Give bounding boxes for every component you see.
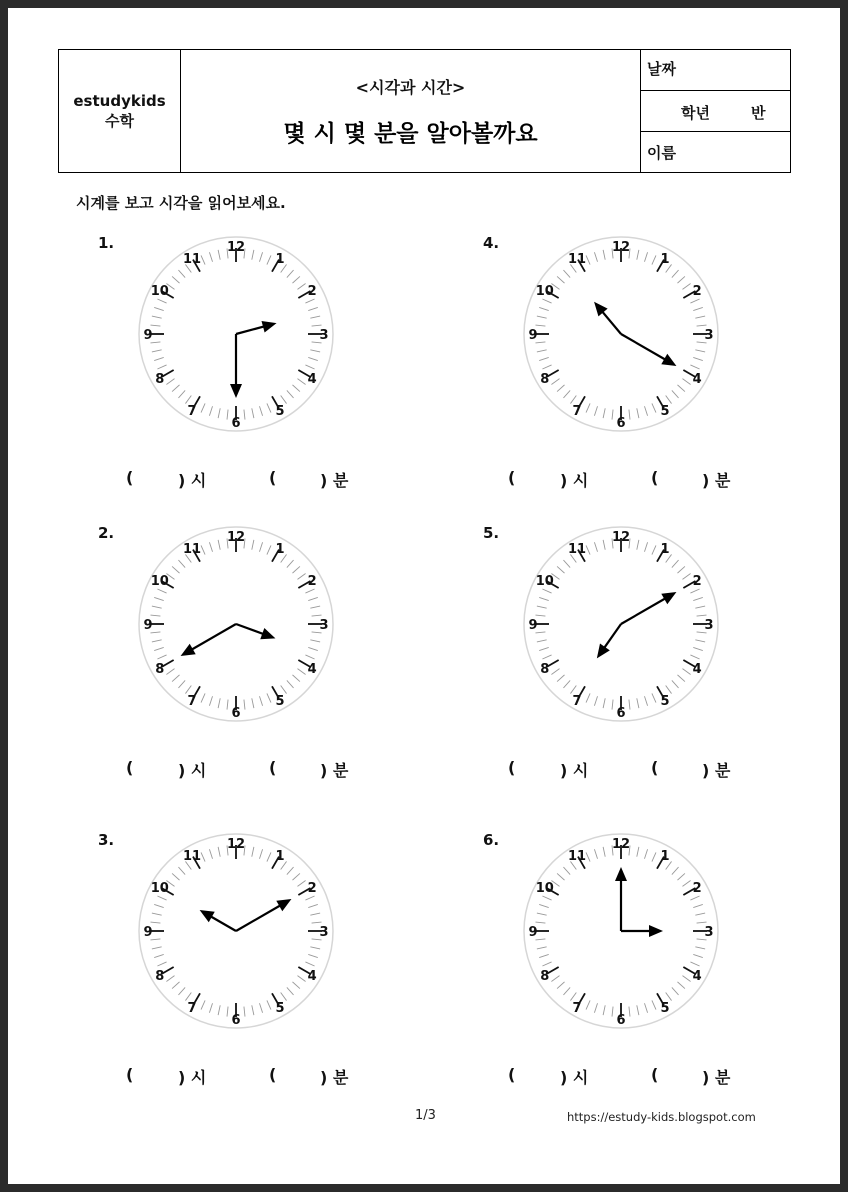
clock-number: 4 xyxy=(692,969,702,984)
analog-clock xyxy=(136,831,336,1035)
footer-url: https://estudy-kids.blogspot.com xyxy=(567,1110,756,1124)
hour-answer-label: ) 시 xyxy=(560,761,589,780)
clock-number: 7 xyxy=(187,694,197,710)
clock-number: 6 xyxy=(616,706,626,721)
clock-number: 3 xyxy=(704,328,714,343)
date-label: 날짜 xyxy=(647,60,676,78)
grade-label: 학년 xyxy=(681,104,710,122)
clock-number: 3 xyxy=(319,328,329,343)
clock-number: 6 xyxy=(231,416,241,431)
problem-number: 6. xyxy=(483,831,500,849)
clock-number: 8 xyxy=(540,662,550,677)
clock-number: 5 xyxy=(660,404,670,420)
clock-number: 10 xyxy=(150,284,169,299)
clock-number: 10 xyxy=(150,881,169,896)
clock-number: 5 xyxy=(275,404,285,420)
clock-number: 11 xyxy=(182,848,202,864)
clock-number: 9 xyxy=(143,925,153,940)
date-field xyxy=(641,50,790,91)
analog-clock xyxy=(136,234,336,438)
problem-number: 3. xyxy=(98,831,115,849)
minute-answer-label: ) 분 xyxy=(320,471,349,490)
clock-number: 10 xyxy=(535,284,554,299)
clock-number: 3 xyxy=(319,925,329,940)
hour-open-paren: ( xyxy=(126,1065,134,1084)
hour-open-paren: ( xyxy=(508,468,516,487)
name-label: 이름 xyxy=(647,144,676,162)
hour-open-paren: ( xyxy=(508,1065,516,1084)
clock-number: 3 xyxy=(319,618,329,633)
clock-number: 2 xyxy=(692,881,702,896)
clock-number: 1 xyxy=(660,251,670,267)
minute-answer-label: ) 분 xyxy=(320,1068,349,1087)
clock-number: 12 xyxy=(226,530,246,545)
minute-open-paren: ( xyxy=(651,758,659,777)
analog-clock xyxy=(136,524,336,728)
minute-open-paren: ( xyxy=(651,1065,659,1084)
grade-class-field xyxy=(641,91,790,132)
worksheet-header xyxy=(58,49,791,173)
clock-number: 3 xyxy=(704,618,714,633)
clock-number: 10 xyxy=(150,574,169,589)
minute-answer-label: ) 분 xyxy=(702,471,731,490)
problem-number: 2. xyxy=(98,524,115,542)
minute-open-paren: ( xyxy=(269,758,277,777)
clock-number: 4 xyxy=(692,372,702,387)
clock-number: 6 xyxy=(231,706,241,721)
class-label: 반 xyxy=(751,104,766,122)
clock-number: 7 xyxy=(572,1001,582,1017)
minute-answer-label: ) 분 xyxy=(702,761,731,780)
clock-number: 7 xyxy=(187,1001,197,1017)
clock-number: 4 xyxy=(692,662,702,677)
clock-number: 5 xyxy=(660,1001,670,1017)
clock-number: 12 xyxy=(226,837,246,852)
minute-open-paren: ( xyxy=(269,468,277,487)
clock-number: 7 xyxy=(572,404,582,420)
clock-number: 2 xyxy=(307,574,317,589)
minute-answer-label: ) 분 xyxy=(702,1068,731,1087)
hour-answer-label: ) 시 xyxy=(178,471,207,490)
clock-number: 12 xyxy=(226,240,246,255)
clock-number: 11 xyxy=(567,251,587,267)
problem-number: 1. xyxy=(98,234,115,252)
clock-number: 8 xyxy=(540,372,550,387)
analog-clock xyxy=(521,524,721,728)
clock-number: 11 xyxy=(567,541,587,557)
clock-number: 1 xyxy=(660,541,670,557)
worksheet-title: 몇 시 몇 분을 알아볼까요 xyxy=(283,121,538,147)
clock-number: 7 xyxy=(187,404,197,420)
clock-number: 4 xyxy=(307,372,317,387)
minute-open-paren: ( xyxy=(269,1065,277,1084)
clock-number: 2 xyxy=(692,284,702,299)
minute-open-paren: ( xyxy=(651,468,659,487)
problem-number: 4. xyxy=(483,234,500,252)
clock-number: 9 xyxy=(528,618,538,633)
problem-number: 5. xyxy=(483,524,500,542)
hour-open-paren: ( xyxy=(508,758,516,777)
clock-number: 5 xyxy=(660,694,670,710)
clock-number: 5 xyxy=(275,694,285,710)
clock-number: 9 xyxy=(143,328,153,343)
clock-number: 4 xyxy=(307,969,317,984)
brand-subject: 수학 xyxy=(105,112,134,130)
hour-open-paren: ( xyxy=(126,758,134,777)
hour-answer-label: ) 시 xyxy=(560,471,589,490)
page-number: 1/3 xyxy=(415,1108,436,1123)
clock-number: 11 xyxy=(182,251,202,267)
hour-open-paren: ( xyxy=(126,468,134,487)
hour-answer-label: ) 시 xyxy=(178,761,207,780)
analog-clock xyxy=(521,831,721,1035)
minute-answer-label: ) 분 xyxy=(320,761,349,780)
clock-number: 2 xyxy=(307,284,317,299)
clock-number: 6 xyxy=(616,1013,626,1028)
clock-number: 2 xyxy=(692,574,702,589)
clock-number: 1 xyxy=(275,251,285,267)
clock-number: 1 xyxy=(660,848,670,864)
clock-number: 9 xyxy=(528,328,538,343)
clock-number: 8 xyxy=(155,662,165,677)
clock-number: 1 xyxy=(275,848,285,864)
clock-number: 12 xyxy=(611,530,631,545)
clock-number: 8 xyxy=(155,969,165,984)
clock-number: 11 xyxy=(567,848,587,864)
clock-number: 5 xyxy=(275,1001,285,1017)
hour-answer-label: ) 시 xyxy=(178,1068,207,1087)
clock-number: 6 xyxy=(231,1013,241,1028)
worksheet-subtitle: <시각과 시간> xyxy=(355,78,466,97)
clock-number: 12 xyxy=(611,837,631,852)
brand-name: estudykids xyxy=(73,92,166,110)
clock-number: 10 xyxy=(535,881,554,896)
info-cell xyxy=(641,50,790,172)
clock-number: 1 xyxy=(275,541,285,557)
clock-number: 8 xyxy=(540,969,550,984)
clock-number: 4 xyxy=(307,662,317,677)
name-field xyxy=(641,132,790,172)
clock-number: 8 xyxy=(155,372,165,387)
clock-number: 9 xyxy=(528,925,538,940)
clock-number: 6 xyxy=(616,416,626,431)
clock-number: 2 xyxy=(307,881,317,896)
analog-clock xyxy=(521,234,721,438)
clock-number: 9 xyxy=(143,618,153,633)
hour-answer-label: ) 시 xyxy=(560,1068,589,1087)
clock-number: 11 xyxy=(182,541,202,557)
brand-cell xyxy=(59,50,181,172)
clock-number: 3 xyxy=(704,925,714,940)
clock-number: 12 xyxy=(611,240,631,255)
clock-number: 7 xyxy=(572,694,582,710)
instruction-text: 시계를 보고 시각을 읽어보세요. xyxy=(76,194,286,212)
worksheet-page xyxy=(8,8,840,1184)
clock-number: 10 xyxy=(535,574,554,589)
title-cell xyxy=(181,50,641,172)
